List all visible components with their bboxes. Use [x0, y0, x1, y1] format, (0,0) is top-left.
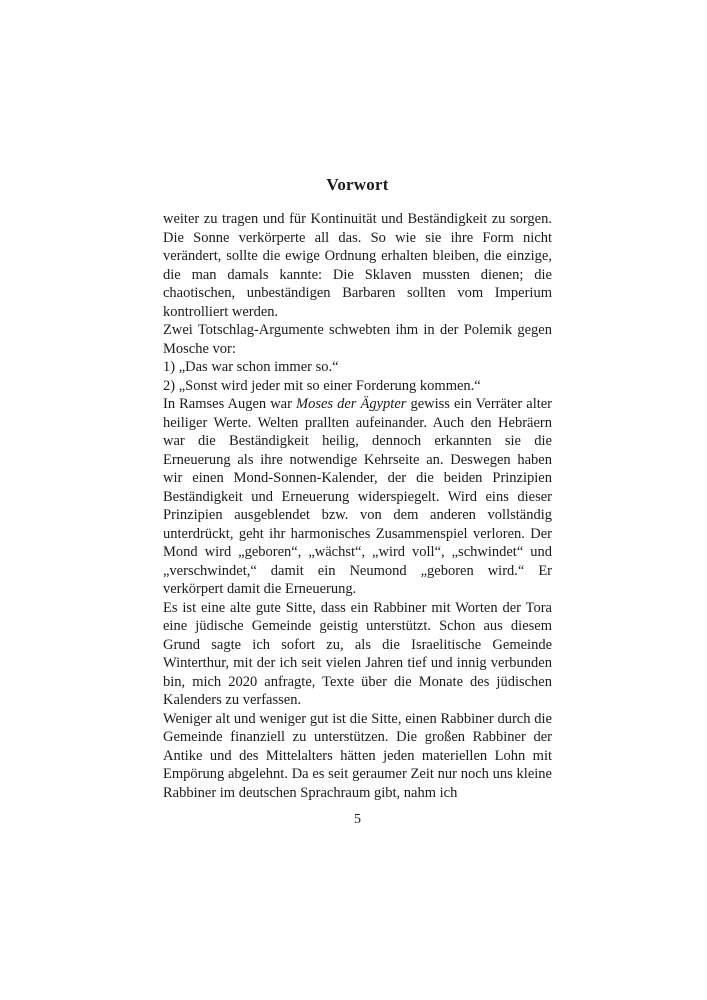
paragraph: Weniger alt und weniger gut ist die Sitte, einen Rabbiner durch die Gemeinde finanziell zu unterstützen. Die großen Rabbiner der Antike und des Mittelalters hätten jeden materiellen Lohn mit Empörung abgelehnt. Da es seit geraumer Zeit nur noch uns kleine Rabbiner im deutschen Sprachraum gibt, nahm ich [163, 710, 552, 801]
page-number: 5 [354, 812, 361, 827]
paragraph [163, 395, 552, 599]
preface-text [163, 210, 552, 802]
paragraph: Es ist eine alte gute Sitte, dass ein Rabbiner mit Worten der Tora eine jüdische Gemeinde geistig unterstützt. Schon aus diesem Grund sagte ich sofort zu, als die Israelitische Gemeinde Winterthur, mit der ich seit vielen Jahren tief und innig verbunden bin, mich 2020 anfragte, Texte über die Monate des jüdischen Kalenders zu verfassen. [163, 599, 552, 708]
list-item: 2) „Sonst wird jeder mit so einer Forderung kommen.“ [163, 377, 481, 394]
paragraph: weiter zu tragen und für Kontinuität und Beständigkeit zu sorgen. Die Sonne verkörperte all das. So wie sie ihre Form nicht verändert, sollte die ewige Ordnung erhalten bleiben, die einzige, die man damals kannte: Die Sklaven mussten dienen; die chaotischen, unbeständigen Barbaren sollten vom Imperium kontrolliert werden. [163, 211, 552, 320]
italic-book-title: Moses der Ägypter [296, 396, 407, 412]
paragraph-segment: In Ramses Augen war [163, 396, 297, 412]
page-title: Vorwort [326, 175, 389, 194]
list-item: 1) „Das war schon immer so.“ [163, 359, 339, 375]
paragraph-segment: gewiss ein Verräter alter heiliger Werte. Welten prallten aufeinander. Auch den Hebräern war die Beständigkeit heilig, dennoch erkannten sie die Erneuerung als ihre notwendige Kehrseite an. Deswegen haben wir einen Mond-Sonnen-Kalender, der die beiden Prinzipien Beständigkeit und Erneuerung widerspiegelt. Wird eins dieser Prinzipien ausgeblendet bzw. von dem anderen vollständig unterdrückt, geht ihr harmonisches Zusammenspiel verloren. Der Mond wird „geboren“, „wächst“, „wird voll“, „schwindet“ und „verschwindet,“ damit ein Neumond „geboren wird.“ Er verkörpert damit die Erneuerung. [163, 396, 553, 597]
paragraph: Zwei Totschlag-Argumente schwebten ihm in der Polemik gegen Mosche vor: [163, 322, 552, 357]
